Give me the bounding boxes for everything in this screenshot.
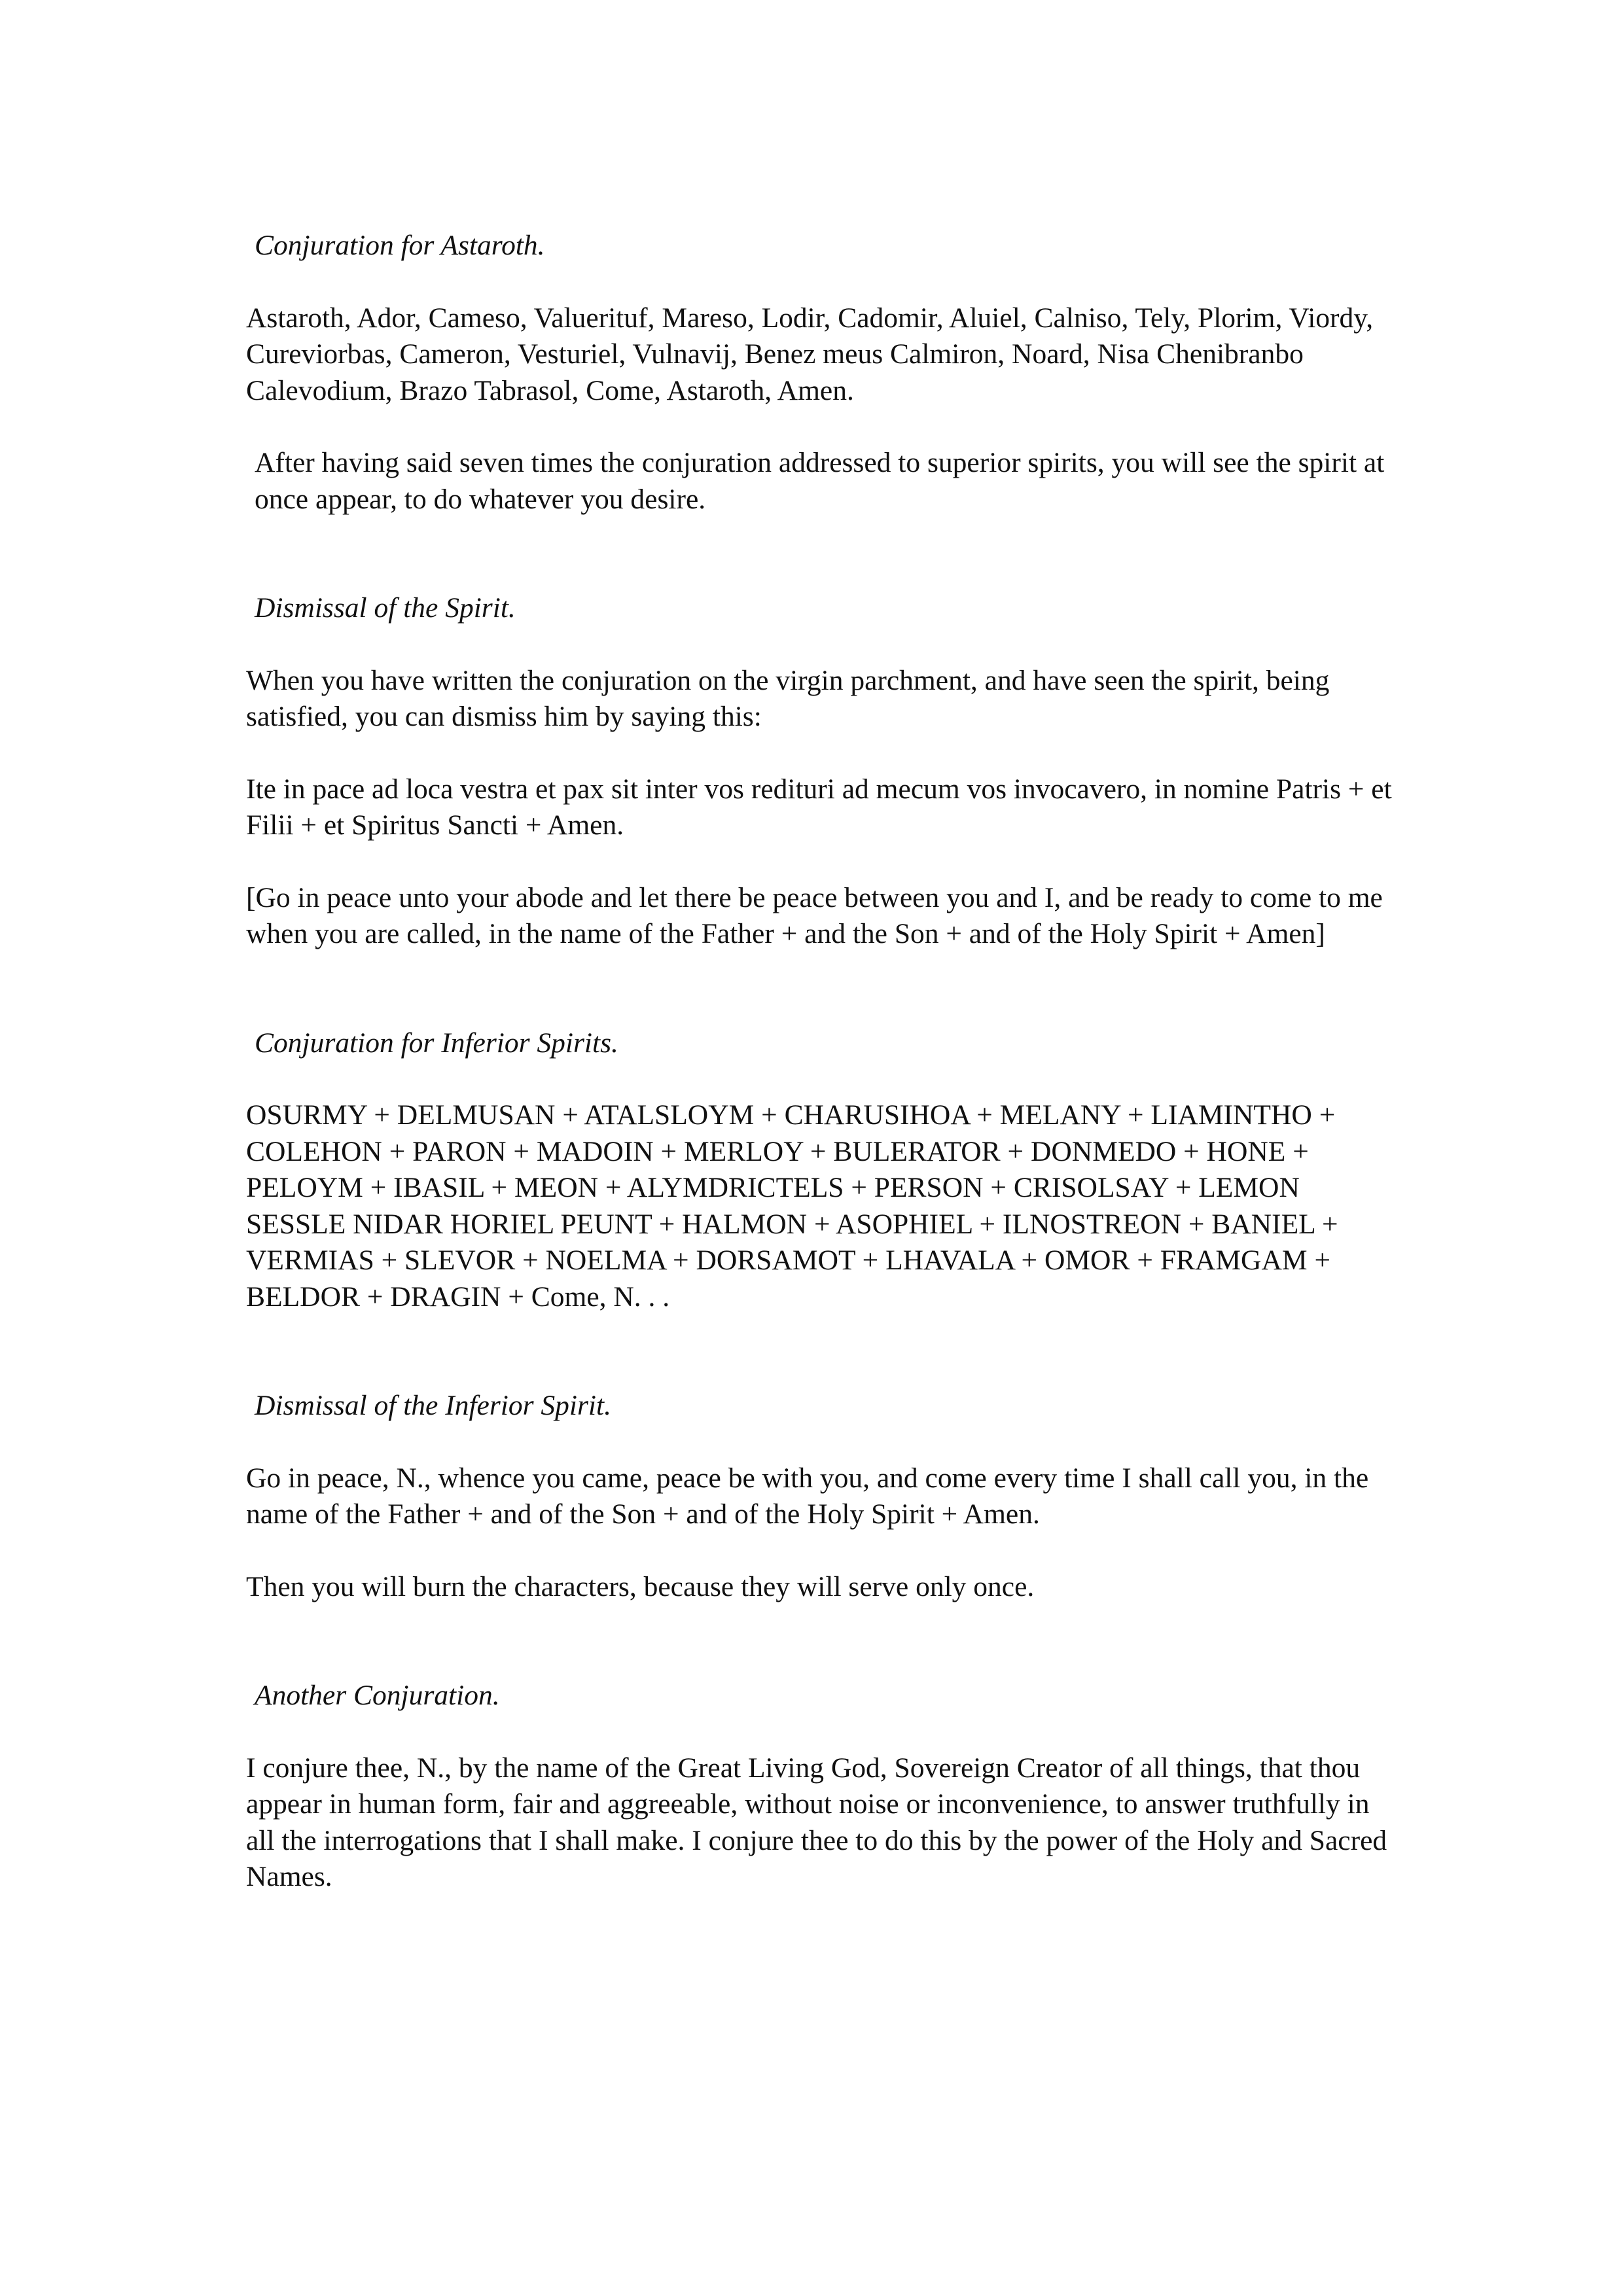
- paragraph-burn-characters: Then you will burn the characters, because they will serve only once.: [246, 1570, 1035, 1602]
- section-heading-dismissal-inferior: Dismissal of the Inferior Spirit.: [255, 1390, 611, 1421]
- section-heading-dismissal: Dismissal of the Spirit.: [255, 592, 516, 624]
- document-page: [246, 228, 1398, 1896]
- paragraph-inferior-names: OSURMY + DELMUSAN + ATALSLOYM + CHARUSIHOA + MELANY + LIAMINTHO + COLEHON + PARON + MADOIN + MERLOY + BULERATOR + DONMEDO + HONE + PELOYM + IBASIL + MEON + ALYMDRICTELS + PERSON + CRISOLSAY + LEMON SESSLE NIDAR HORIEL PEUNT + HALMON + ASOPHIEL + ILNOSTREON + BANIEL + VERMIAS + SLEVOR + NOELMA + DORSAMOT + LHAVALA + OMOR + FRAMGAM + BELDOR + DRAGIN + Come, N. . .: [246, 1099, 1338, 1313]
- paragraph-astaroth-instruction: After having said seven times the conjuration addressed to superior spirits, you will see the spirit at once appear, to do whatever you desire.: [255, 447, 1385, 515]
- paragraph-dismissal-intro: When you have written the conjuration on the virgin parchment, and have seen the spirit, being satisfied, you can dismiss him by saying this:: [246, 664, 1330, 732]
- paragraph-dismissal-translation: [Go in peace unto your abode and let there be peace between you and I, and be ready to come to me when you are called, in the name of the Father + and the Son + and of the Holy Spirit + Amen]: [246, 881, 1383, 949]
- paragraph-dismissal-inferior: Go in peace, N., whence you came, peace be with you, and come every time I shall call you, in the name of the Father + and of the Son + and of the Holy Spirit + Amen.: [246, 1462, 1369, 1530]
- paragraph-astaroth-names: Astaroth, Ador, Cameso, Valuerituf, Mareso, Lodir, Cadomir, Aluiel, Calniso, Tely, Plorim, Viordy, Cureviorbas, Cameron, Vesturiel, Vulnavij, Benez meus Calmiron, Noard, Nisa Chenibranbo Calevodium, Brazo Tabrasol, Come, Astaroth, Amen.: [246, 302, 1374, 406]
- section-heading-astaroth: Conjuration for Astaroth.: [255, 230, 545, 261]
- paragraph-dismissal-latin: Ite in pace ad loca vestra et pax sit inter vos redituri ad mecum vos invocavero, in nomine Patris + et Filii + et Spiritus Sancti + Amen.: [246, 773, 1392, 841]
- section-heading-another-conjuration: Another Conjuration.: [255, 1680, 500, 1711]
- paragraph-another-conjuration: I conjure thee, N., by the name of the Great Living God, Sovereign Creator of all things, that thou appear in human form, fair and aggreeable, without noise or inconvenience, to answer truthfully in all the interrogations that I shall make. I conjure thee to do this by the power of the Holy and Sacred Names.: [246, 1752, 1387, 1892]
- section-heading-inferior-spirits: Conjuration for Inferior Spirits.: [255, 1027, 618, 1059]
